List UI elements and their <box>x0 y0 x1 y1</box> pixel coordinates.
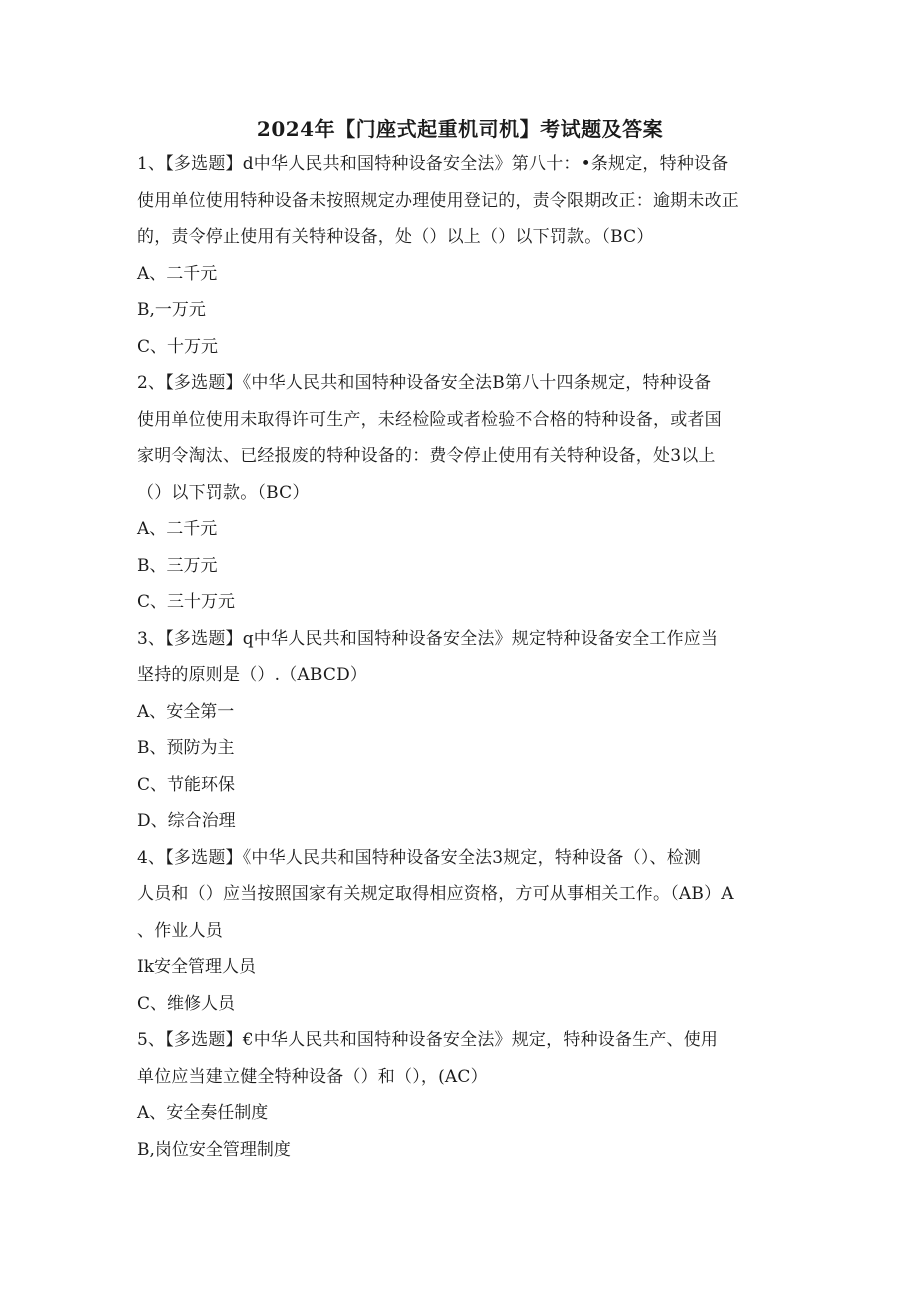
option-a: A、安全第一 <box>137 701 235 722</box>
stem-line: 1、【多选题】d中华人民共和国特种设备安全法》第八十：•条规定，特种设备 <box>137 154 729 174</box>
option-b: B,一万元 <box>137 300 206 320</box>
option-c: C、维修人员 <box>137 993 236 1014</box>
option-a: A、二千元 <box>137 263 218 284</box>
stem-line: （）以下罚款。（BC） <box>137 482 310 503</box>
question-list <box>137 146 787 1168</box>
question-3 <box>137 621 787 840</box>
question-stem <box>137 1022 787 1095</box>
option-b: Ik安全管理人员 <box>137 957 257 977</box>
option-b: B、三万元 <box>137 555 218 576</box>
question-stem <box>137 621 787 694</box>
option-d: D、综合治理 <box>137 811 236 831</box>
question-stem <box>137 365 787 511</box>
question-stem <box>137 146 787 256</box>
option-b: B、预防为主 <box>137 738 235 758</box>
question-4 <box>137 840 787 1023</box>
stem-line: 坚持的原则是（）.（ABCD） <box>137 665 368 685</box>
question-2 <box>137 365 787 621</box>
stem-line: 人员和（）应当按照国家有关规定取得相应资格，方可从事相关工作。（AB）A <box>137 884 734 904</box>
option-c: C、节能环保 <box>137 774 236 795</box>
stem-line: 单位应当建立健全特种设备（）和（），(AC） <box>137 1066 488 1087</box>
stem-line: 2、【多选题】《中华人民共和国特种设备安全法B第八十四条规定，特种设备 <box>137 373 712 393</box>
option-a: A、安全奏任制度 <box>137 1103 269 1123</box>
question-stem <box>137 840 787 950</box>
question-5 <box>137 1022 787 1168</box>
option-b: B,岗位安全管理制度 <box>137 1139 291 1160</box>
question-1 <box>137 146 787 365</box>
stem-line: 5、【多选题】€中华人民共和国特种设备安全法》规定，特种设备生产、使用 <box>137 1030 719 1050</box>
stem-line: 家明令淘汰、已经报废的特种设备的：费令停止使用有关特种设备，处3以上 <box>137 446 716 466</box>
stem-line: 4、【多选题】《中华人民共和国特种设备安全法3规定，特种设备（）、检测 <box>137 847 702 868</box>
stem-line: 使用单位使用未取得许可生产，未经检险或者检验不合格的特种设备，或者国 <box>137 409 722 430</box>
option-c: C、十万元 <box>137 336 219 357</box>
stem-line: 的，责令停止使用有关特种设备，处（）以上（）以下罚款。（BC） <box>137 227 654 247</box>
stem-line: 、作业人员 <box>137 920 223 941</box>
option-a: A、二千元 <box>137 519 218 539</box>
stem-line: 使用单位使用特种设备未按照规定办理使用登记的，责令限期改正：逾期未改正 <box>137 190 739 211</box>
stem-line: 3、【多选题】q中华人民共和国特种设备安全法》规定特种设备安全工作应当 <box>137 628 719 649</box>
document-title: 2024年【门座式起重机司机】考试题及答案 <box>256 117 664 141</box>
option-c: C、三十万元 <box>137 592 236 612</box>
